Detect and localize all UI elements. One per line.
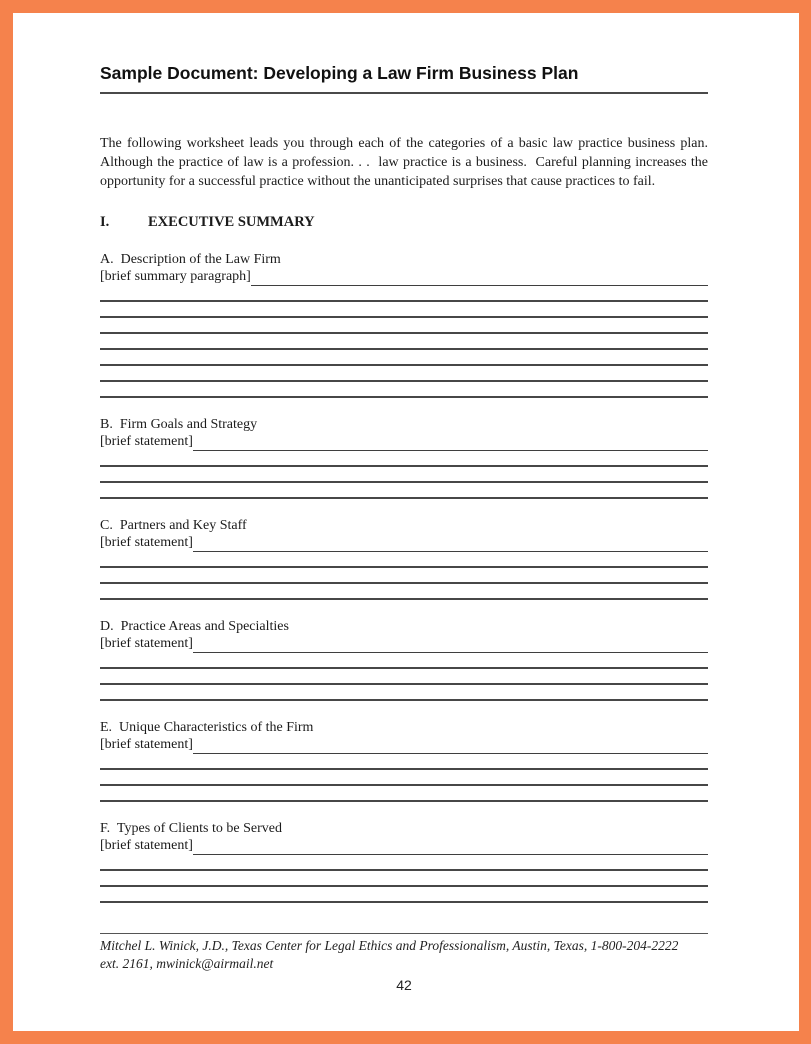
- worksheet-item-a: [100, 251, 708, 398]
- blank-rule-line: [100, 350, 708, 366]
- blank-rule-line: [100, 467, 708, 483]
- placeholder-text: [brief statement]: [100, 838, 193, 853]
- worksheet-item-d: [100, 618, 708, 701]
- blank-rule-line: [100, 584, 708, 600]
- placeholder-text: [brief statement]: [100, 737, 193, 752]
- fill-in-line: [193, 837, 708, 855]
- fill-in-line: [193, 534, 708, 552]
- section-heading-executive-summary: [100, 213, 708, 231]
- blank-rule-line: [100, 754, 708, 770]
- footer-contact-line-1: Mitchel L. Winick, J.D., Texas Center for Legal Ethics and Professionalism, Austin, Texas, 1-800-204-2222: [100, 938, 679, 953]
- blank-rule-line: [100, 483, 708, 499]
- blank-rule-line: [100, 552, 708, 568]
- section-heading-text: EXECUTIVE SUMMARY: [148, 214, 315, 230]
- item-label: C. Partners and Key Staff: [100, 518, 247, 533]
- fill-in-line: [193, 635, 708, 653]
- item-label: A. Description of the Law Firm: [100, 252, 281, 267]
- blank-rule-line: [100, 871, 708, 887]
- document-title: Sample Document: Developing a Law Firm Business Plan: [100, 63, 708, 94]
- worksheet-item-b: [100, 416, 708, 499]
- section-numeral: I.: [100, 214, 110, 230]
- blank-rule-line: [100, 302, 708, 318]
- blank-rule-line: [100, 334, 708, 350]
- item-label: F. Types of Clients to be Served: [100, 821, 282, 836]
- blank-rule-line: [100, 382, 708, 398]
- document-content: [100, 63, 715, 994]
- fill-in-row: [100, 268, 708, 286]
- intro-paragraph: The following worksheet leads you through each of the categories of a basic law practice business plan. Although the practice of law is a profession. . . law practice is a business. Careful planning increases the opportunity for a successful practice without the unanticipated surprises that cause practices to fail.: [100, 136, 715, 189]
- blank-rule-line: [100, 669, 708, 685]
- fill-in-line: [193, 736, 708, 754]
- blank-lines: [100, 653, 708, 701]
- placeholder-text: [brief statement]: [100, 535, 193, 550]
- fill-in-row: [100, 736, 708, 754]
- blank-rule-line: [100, 451, 708, 467]
- blank-rule-line: [100, 318, 708, 334]
- document-page: [13, 13, 799, 1031]
- blank-rule-line: [100, 887, 708, 903]
- blank-rule-line: [100, 770, 708, 786]
- worksheet-item-f: [100, 820, 708, 903]
- worksheet-item-c: [100, 517, 708, 600]
- blank-lines: [100, 552, 708, 600]
- blank-rule-line: [100, 855, 708, 871]
- item-label: E. Unique Characteristics of the Firm: [100, 720, 314, 735]
- blank-lines: [100, 754, 708, 802]
- fill-in-row: [100, 837, 708, 855]
- page-number: 42: [396, 977, 412, 993]
- item-label: D. Practice Areas and Specialties: [100, 619, 289, 634]
- blank-rule-line: [100, 366, 708, 382]
- blank-rule-line: [100, 685, 708, 701]
- placeholder-text: [brief statement]: [100, 434, 193, 449]
- blank-lines: [100, 855, 708, 903]
- blank-rule-line: [100, 568, 708, 584]
- fill-in-row: [100, 534, 708, 552]
- fill-in-row: [100, 433, 708, 451]
- blank-lines: [100, 286, 708, 398]
- fill-in-line: [193, 433, 708, 451]
- blank-lines: [100, 451, 708, 499]
- footer-contact-line-2: ext. 2161, mwinick@airmail.net: [100, 956, 274, 971]
- fill-in-line: [251, 268, 708, 286]
- placeholder-text: [brief statement]: [100, 636, 193, 651]
- item-label: B. Firm Goals and Strategy: [100, 417, 258, 432]
- blank-rule-line: [100, 286, 708, 302]
- document-footer: [100, 933, 708, 994]
- placeholder-text: [brief summary paragraph]: [100, 269, 251, 284]
- fill-in-row: [100, 635, 708, 653]
- worksheet-item-e: [100, 719, 708, 802]
- blank-rule-line: [100, 786, 708, 802]
- blank-rule-line: [100, 653, 708, 669]
